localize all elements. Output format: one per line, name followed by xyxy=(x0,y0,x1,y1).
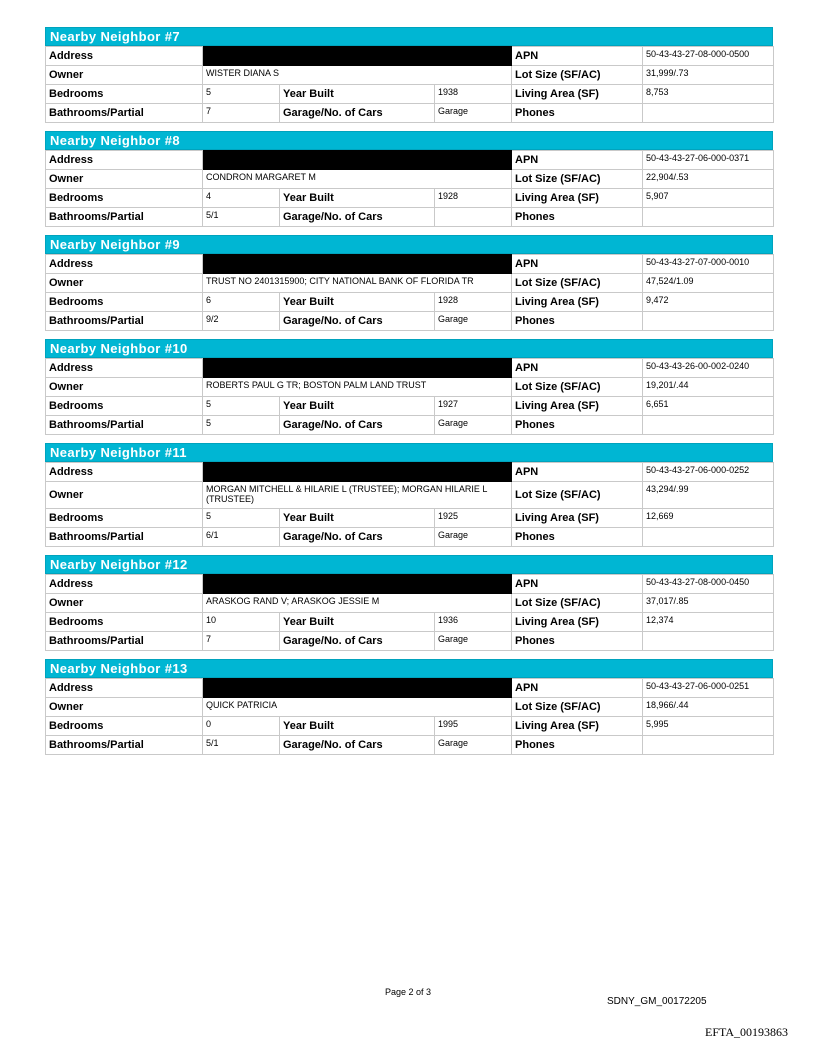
garage-value: Garage xyxy=(435,736,512,755)
neighbor-block xyxy=(45,131,773,227)
owner-value: TRUST NO 2401315900; CITY NATIONAL BANK OF FLORIDA TR xyxy=(203,274,512,293)
year-built-label: Year Built xyxy=(280,613,435,632)
address-label: Address xyxy=(46,47,203,66)
apn-label: APN xyxy=(512,679,643,698)
garage-label: Garage/No. of Cars xyxy=(280,736,435,755)
garage-label: Garage/No. of Cars xyxy=(280,208,435,227)
owner-row xyxy=(46,698,774,717)
phones-label: Phones xyxy=(512,632,643,651)
lot-size-value: 18,966/.44 xyxy=(643,698,774,717)
bedrooms-value: 5 xyxy=(203,397,280,416)
neighbor-table xyxy=(45,150,774,227)
lot-size-label: Lot Size (SF/AC) xyxy=(512,482,643,509)
bathrooms-value: 5 xyxy=(203,416,280,435)
bathrooms-row xyxy=(46,104,774,123)
phones-value xyxy=(643,104,774,123)
phones-value xyxy=(643,528,774,547)
bedrooms-value: 4 xyxy=(203,189,280,208)
owner-label: Owner xyxy=(46,170,203,189)
owner-row xyxy=(46,378,774,397)
address-redacted xyxy=(203,255,512,274)
neighbor-title: Nearby Neighbor #8 xyxy=(45,131,773,150)
bedrooms-label: Bedrooms xyxy=(46,189,203,208)
bedrooms-label: Bedrooms xyxy=(46,397,203,416)
owner-label: Owner xyxy=(46,698,203,717)
lot-size-value: 31,999/.73 xyxy=(643,66,774,85)
year-built-value: 1928 xyxy=(435,189,512,208)
apn-label: APN xyxy=(512,463,643,482)
neighbor-table xyxy=(45,358,774,435)
address-label: Address xyxy=(46,679,203,698)
neighbor-title: Nearby Neighbor #11 xyxy=(45,443,773,462)
bathrooms-row xyxy=(46,632,774,651)
garage-label: Garage/No. of Cars xyxy=(280,416,435,435)
neighbor-block xyxy=(45,659,773,755)
bathrooms-row xyxy=(46,736,774,755)
phones-value xyxy=(643,208,774,227)
phones-value xyxy=(643,416,774,435)
garage-value: Garage xyxy=(435,632,512,651)
apn-label: APN xyxy=(512,359,643,378)
living-area-label: Living Area (SF) xyxy=(512,189,643,208)
phones-label: Phones xyxy=(512,528,643,547)
neighbor-block xyxy=(45,555,773,651)
address-label: Address xyxy=(46,575,203,594)
neighbor-table xyxy=(45,574,774,651)
bedrooms-value: 5 xyxy=(203,509,280,528)
bathrooms-label: Bathrooms/Partial xyxy=(46,312,203,331)
year-built-value: 1938 xyxy=(435,85,512,104)
owner-value: MORGAN MITCHELL & HILARIE L (TRUSTEE); MORGAN HILARIE L (TRUSTEE) xyxy=(203,482,512,509)
garage-value: Garage xyxy=(435,528,512,547)
garage-value: Garage xyxy=(435,312,512,331)
address-redacted xyxy=(203,151,512,170)
lot-size-label: Lot Size (SF/AC) xyxy=(512,594,643,613)
apn-value: 50-43-43-26-00-002-0240 xyxy=(643,359,774,378)
neighbor-table xyxy=(45,46,774,123)
lot-size-value: 47,524/1.09 xyxy=(643,274,774,293)
apn-label: APN xyxy=(512,255,643,274)
bathrooms-value: 7 xyxy=(203,632,280,651)
address-redacted xyxy=(203,47,512,66)
bathrooms-label: Bathrooms/Partial xyxy=(46,416,203,435)
apn-value: 50-43-43-27-08-000-0450 xyxy=(643,575,774,594)
address-label: Address xyxy=(46,151,203,170)
owner-row xyxy=(46,594,774,613)
owner-row xyxy=(46,66,774,85)
lot-size-value: 22,904/.53 xyxy=(643,170,774,189)
address-redacted xyxy=(203,679,512,698)
bedrooms-row xyxy=(46,397,774,416)
neighbor-title: Nearby Neighbor #9 xyxy=(45,235,773,254)
neighbor-title: Nearby Neighbor #12 xyxy=(45,555,773,574)
bathrooms-value: 9/2 xyxy=(203,312,280,331)
lot-size-label: Lot Size (SF/AC) xyxy=(512,378,643,397)
lot-size-label: Lot Size (SF/AC) xyxy=(512,698,643,717)
bedrooms-label: Bedrooms xyxy=(46,85,203,104)
neighbor-title: Nearby Neighbor #13 xyxy=(45,659,773,678)
year-built-value: 1995 xyxy=(435,717,512,736)
address-row xyxy=(46,575,774,594)
living-area-value: 6,651 xyxy=(643,397,774,416)
address-row xyxy=(46,151,774,170)
living-area-value: 5,907 xyxy=(643,189,774,208)
living-area-value: 12,374 xyxy=(643,613,774,632)
bathrooms-label: Bathrooms/Partial xyxy=(46,208,203,227)
address-row xyxy=(46,679,774,698)
bedrooms-label: Bedrooms xyxy=(46,613,203,632)
neighbor-title: Nearby Neighbor #10 xyxy=(45,339,773,358)
lot-size-value: 43,294/.99 xyxy=(643,482,774,509)
garage-label: Garage/No. of Cars xyxy=(280,312,435,331)
living-area-value: 9,472 xyxy=(643,293,774,312)
year-built-label: Year Built xyxy=(280,85,435,104)
phones-label: Phones xyxy=(512,416,643,435)
neighbor-table xyxy=(45,678,774,755)
year-built-label: Year Built xyxy=(280,189,435,208)
year-built-label: Year Built xyxy=(280,509,435,528)
apn-label: APN xyxy=(512,151,643,170)
year-built-label: Year Built xyxy=(280,717,435,736)
bathrooms-value: 7 xyxy=(203,104,280,123)
neighbor-block xyxy=(45,27,773,123)
owner-row xyxy=(46,482,774,509)
owner-value: ROBERTS PAUL G TR; BOSTON PALM LAND TRUST xyxy=(203,378,512,397)
bedrooms-row xyxy=(46,293,774,312)
address-row xyxy=(46,255,774,274)
year-built-value: 1927 xyxy=(435,397,512,416)
address-row xyxy=(46,463,774,482)
bathrooms-label: Bathrooms/Partial xyxy=(46,528,203,547)
bedrooms-label: Bedrooms xyxy=(46,293,203,312)
neighbor-block xyxy=(45,339,773,435)
owner-label: Owner xyxy=(46,274,203,293)
owner-label: Owner xyxy=(46,378,203,397)
bedrooms-row xyxy=(46,85,774,104)
address-label: Address xyxy=(46,359,203,378)
lot-size-label: Lot Size (SF/AC) xyxy=(512,170,643,189)
garage-label: Garage/No. of Cars xyxy=(280,104,435,123)
living-area-label: Living Area (SF) xyxy=(512,717,643,736)
year-built-value: 1925 xyxy=(435,509,512,528)
page-number: Page 2 of 3 xyxy=(384,987,432,997)
year-built-label: Year Built xyxy=(280,397,435,416)
year-built-value: 1936 xyxy=(435,613,512,632)
year-built-value: 1928 xyxy=(435,293,512,312)
address-redacted xyxy=(203,359,512,378)
garage-value xyxy=(435,208,512,227)
apn-value: 50-43-43-27-07-000-0010 xyxy=(643,255,774,274)
owner-value: QUICK PATRICIA xyxy=(203,698,512,717)
owner-label: Owner xyxy=(46,482,203,509)
lot-size-value: 37,017/.85 xyxy=(643,594,774,613)
owner-row xyxy=(46,170,774,189)
bedrooms-row xyxy=(46,189,774,208)
neighbor-table xyxy=(45,254,774,331)
lot-size-value: 19,201/.44 xyxy=(643,378,774,397)
apn-label: APN xyxy=(512,47,643,66)
living-area-label: Living Area (SF) xyxy=(512,293,643,312)
garage-label: Garage/No. of Cars xyxy=(280,528,435,547)
phones-label: Phones xyxy=(512,736,643,755)
living-area-value: 12,669 xyxy=(643,509,774,528)
address-label: Address xyxy=(46,255,203,274)
address-redacted xyxy=(203,575,512,594)
phones-value xyxy=(643,632,774,651)
owner-value: CONDRON MARGARET M xyxy=(203,170,512,189)
living-area-value: 5,995 xyxy=(643,717,774,736)
living-area-value: 8,753 xyxy=(643,85,774,104)
bathrooms-row xyxy=(46,528,774,547)
address-label: Address xyxy=(46,463,203,482)
bedrooms-value: 10 xyxy=(203,613,280,632)
neighbor-title: Nearby Neighbor #7 xyxy=(45,27,773,46)
apn-value: 50-43-43-27-06-000-0251 xyxy=(643,679,774,698)
garage-value: Garage xyxy=(435,416,512,435)
bedrooms-label: Bedrooms xyxy=(46,717,203,736)
bathrooms-row xyxy=(46,312,774,331)
bedrooms-value: 0 xyxy=(203,717,280,736)
phones-label: Phones xyxy=(512,104,643,123)
bathrooms-row xyxy=(46,416,774,435)
lot-size-label: Lot Size (SF/AC) xyxy=(512,66,643,85)
owner-value: ARASKOG RAND V; ARASKOG JESSIE M xyxy=(203,594,512,613)
apn-value: 50-43-43-27-08-000-0500 xyxy=(643,47,774,66)
bedrooms-row xyxy=(46,613,774,632)
bathrooms-label: Bathrooms/Partial xyxy=(46,104,203,123)
apn-label: APN xyxy=(512,575,643,594)
bedrooms-value: 6 xyxy=(203,293,280,312)
bathrooms-label: Bathrooms/Partial xyxy=(46,736,203,755)
living-area-label: Living Area (SF) xyxy=(512,85,643,104)
phones-label: Phones xyxy=(512,312,643,331)
bathrooms-value: 5/1 xyxy=(203,736,280,755)
bedrooms-label: Bedrooms xyxy=(46,509,203,528)
apn-value: 50-43-43-27-06-000-0371 xyxy=(643,151,774,170)
bedrooms-value: 5 xyxy=(203,85,280,104)
bathrooms-value: 6/1 xyxy=(203,528,280,547)
efta-id: EFTA_00193863 xyxy=(705,1025,789,1039)
address-redacted xyxy=(203,463,512,482)
phones-value xyxy=(643,312,774,331)
owner-label: Owner xyxy=(46,66,203,85)
garage-label: Garage/No. of Cars xyxy=(280,632,435,651)
apn-value: 50-43-43-27-06-000-0252 xyxy=(643,463,774,482)
address-row xyxy=(46,47,774,66)
bathrooms-value: 5/1 xyxy=(203,208,280,227)
bathrooms-row xyxy=(46,208,774,227)
living-area-label: Living Area (SF) xyxy=(512,397,643,416)
neighbor-block xyxy=(45,235,773,331)
owner-label: Owner xyxy=(46,594,203,613)
year-built-label: Year Built xyxy=(280,293,435,312)
phones-value xyxy=(643,736,774,755)
living-area-label: Living Area (SF) xyxy=(512,509,643,528)
document-id: SDNY_GM_00172205 xyxy=(607,996,707,1007)
neighbor-block xyxy=(45,443,773,547)
neighbor-table xyxy=(45,462,774,547)
living-area-label: Living Area (SF) xyxy=(512,613,643,632)
bedrooms-row xyxy=(46,717,774,736)
bedrooms-row xyxy=(46,509,774,528)
owner-row xyxy=(46,274,774,293)
garage-value: Garage xyxy=(435,104,512,123)
lot-size-label: Lot Size (SF/AC) xyxy=(512,274,643,293)
address-row xyxy=(46,359,774,378)
phones-label: Phones xyxy=(512,208,643,227)
bathrooms-label: Bathrooms/Partial xyxy=(46,632,203,651)
owner-value: WISTER DIANA S xyxy=(203,66,512,85)
